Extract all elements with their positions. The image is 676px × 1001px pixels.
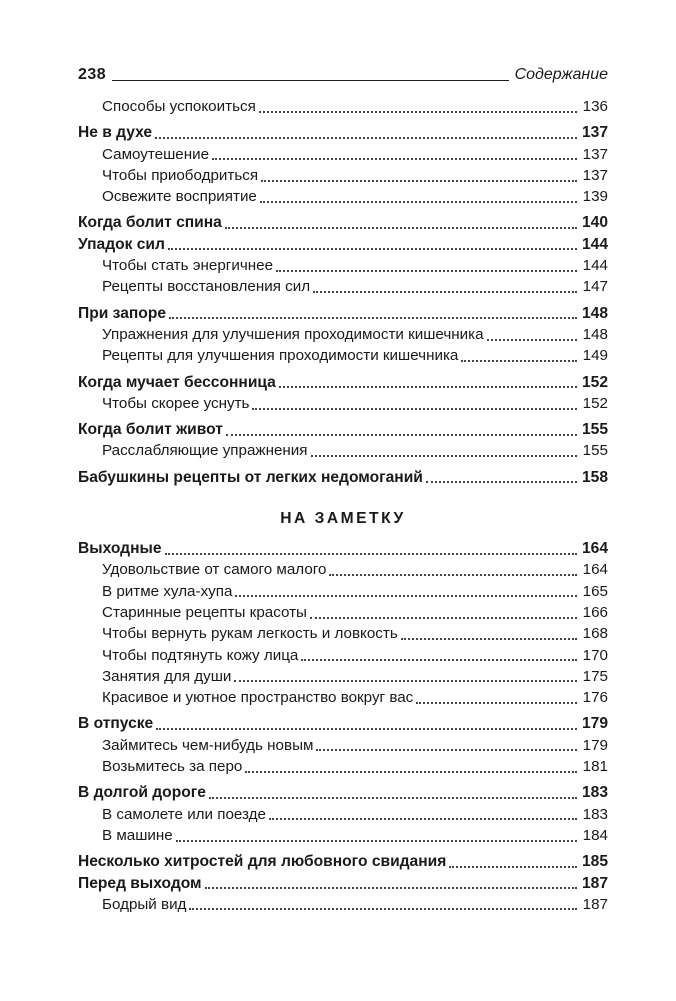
entry-page-number: 164 (581, 540, 608, 558)
entry-page-number: 170 (582, 646, 608, 664)
toc-entry-main[interactable] (78, 467, 608, 488)
entry-page-number: 168 (582, 625, 608, 643)
toc-block-2 (78, 538, 608, 915)
entry-title: Займитесь чем-нибудь новым (102, 736, 314, 754)
dot-leader (301, 659, 577, 661)
toc-entry-main[interactable] (78, 212, 608, 233)
table-of-contents (78, 96, 608, 915)
dot-leader (401, 638, 577, 640)
entry-page-number: 148 (582, 325, 608, 343)
toc-entry-main[interactable] (78, 713, 608, 734)
toc-entry-sub[interactable] (78, 825, 608, 846)
entry-page-number: 158 (581, 468, 608, 486)
entry-title: Когда болит спина (78, 214, 222, 232)
entry-page-number: 144 (581, 235, 608, 253)
toc-entry-sub[interactable] (78, 324, 608, 345)
dot-leader (252, 408, 577, 410)
dot-leader (311, 455, 577, 457)
dot-leader (209, 797, 577, 799)
entry-page-number: 176 (582, 689, 608, 707)
toc-block-1 (78, 96, 608, 488)
entry-page-number: 185 (581, 853, 608, 871)
dot-leader (155, 137, 577, 139)
header-rule (112, 80, 508, 81)
entry-title: Способы успокоиться (102, 98, 256, 115)
dot-leader (259, 111, 577, 113)
entry-title: Самоутешение (102, 145, 210, 163)
dot-leader (487, 339, 577, 341)
dot-leader (226, 434, 577, 436)
entry-title: Рецепты восстановления сил (102, 278, 311, 296)
dot-leader (416, 702, 577, 704)
toc-entry-sub[interactable] (78, 894, 608, 915)
dot-leader (168, 248, 577, 250)
toc-entry-sub[interactable] (78, 255, 608, 276)
entry-page-number: 166 (582, 603, 608, 621)
dot-leader (276, 270, 577, 272)
dot-leader (310, 617, 577, 619)
toc-entry-sub[interactable] (78, 144, 608, 165)
dot-leader (260, 201, 577, 203)
dot-leader (235, 595, 577, 597)
page-number: 238 (78, 66, 107, 83)
entry-title: Чтобы подтянуть кожу лица (102, 646, 299, 664)
toc-entry-main[interactable] (78, 372, 608, 393)
dot-leader (316, 749, 577, 751)
entry-title: Освежите восприятие (102, 188, 257, 206)
entry-title: В долгой дороге (78, 784, 206, 802)
entry-page-number: 187 (581, 874, 608, 892)
dot-leader (449, 866, 577, 868)
entry-title: В машине (102, 826, 173, 844)
entry-title: При запоре (78, 304, 167, 322)
page-header (78, 64, 608, 84)
toc-entry-main[interactable] (78, 122, 608, 143)
entry-page-number: 149 (582, 347, 608, 365)
entry-page-number: 137 (582, 145, 608, 163)
entry-page-number: 183 (581, 784, 608, 802)
entry-title: Занятия для души (102, 667, 232, 685)
toc-entry-main[interactable] (78, 851, 608, 872)
dot-leader (205, 887, 577, 889)
entry-page-number: 183 (582, 805, 608, 823)
entry-page-number: 136 (582, 98, 608, 115)
dot-leader (165, 553, 578, 555)
toc-entry-sub[interactable] (78, 804, 608, 825)
entry-title: Удовольствие от самого малого (102, 561, 327, 579)
toc-entry-sub[interactable] (78, 735, 608, 756)
entry-title: Расслабляющие упражнения (102, 442, 308, 460)
toc-entry-sub[interactable] (78, 440, 608, 461)
entry-title: Несколько хитростей для любовного свидания (78, 853, 447, 871)
entry-title: Красивое и уютное пространство вокруг вас (102, 689, 414, 707)
dot-leader (269, 818, 577, 820)
entry-page-number: 152 (582, 394, 608, 412)
toc-entry-sub[interactable] (78, 165, 608, 186)
toc-entry-sub[interactable] (78, 276, 608, 297)
toc-entry-sub[interactable] (78, 602, 608, 623)
toc-entry-main[interactable] (78, 419, 608, 440)
dot-leader (245, 771, 577, 773)
dot-leader (261, 180, 577, 182)
toc-entry-sub[interactable] (78, 559, 608, 580)
toc-entry-main[interactable] (78, 303, 608, 324)
entry-title: В самолете или поезде (102, 805, 266, 823)
entry-page-number: 144 (582, 257, 608, 275)
entry-page-number: 137 (581, 124, 608, 142)
entry-page-number: 175 (582, 667, 608, 685)
entry-title: Чтобы приободриться (102, 166, 259, 184)
entry-page-number: 147 (582, 278, 608, 296)
section-title: Содержание (514, 66, 608, 83)
part-heading: НА ЗАМЕТКУ (280, 510, 406, 528)
dot-leader (156, 728, 577, 730)
toc-entry-sub[interactable] (78, 687, 608, 708)
toc-entry-main[interactable] (78, 782, 608, 803)
dot-leader (225, 227, 577, 229)
entry-title: Старинные рецепты красоты (102, 603, 307, 621)
entry-title: Чтобы скорее уснуть (102, 394, 250, 412)
entry-title: Перед выходом (78, 874, 202, 892)
entry-page-number: 155 (581, 421, 608, 439)
dot-leader (313, 291, 577, 293)
entry-page-number: 137 (582, 166, 608, 184)
entry-page-number: 184 (582, 826, 608, 844)
toc-entry-sub[interactable] (78, 756, 608, 777)
toc-entry-main[interactable] (78, 873, 608, 894)
toc-entry-sub[interactable] (78, 645, 608, 666)
dot-leader (329, 574, 577, 576)
toc-entry-sub[interactable] (78, 666, 608, 687)
entry-title: Когда мучает бессонница (78, 373, 276, 391)
toc-entry-sub[interactable] (78, 393, 608, 414)
entry-title: Упадок сил (78, 235, 165, 253)
dot-leader (426, 481, 577, 483)
entry-page-number: 152 (581, 373, 608, 391)
toc-entry-main[interactable] (78, 538, 608, 559)
entry-title: Чтобы вернуть рукам легкость и ловкость (102, 625, 398, 643)
entry-page-number: 179 (581, 715, 608, 733)
entry-page-number: 181 (582, 758, 608, 776)
entry-title: Возьмитесь за перо (102, 758, 243, 776)
entry-page-number: 165 (582, 582, 608, 600)
entry-page-number: 179 (582, 736, 608, 754)
entry-title: Выходные (78, 540, 162, 558)
dot-leader (234, 680, 577, 682)
entry-page-number: 148 (581, 304, 608, 322)
dot-leader (176, 840, 577, 842)
entry-title: Когда болит живот (78, 421, 223, 439)
entry-page-number: 140 (581, 214, 608, 232)
entry-title: Не в духе (78, 124, 153, 142)
entry-title: Бабушкины рецепты от легких недомоганий (78, 468, 423, 486)
toc-entry-sub[interactable] (78, 186, 608, 207)
entry-page-number: 139 (582, 188, 608, 206)
entry-title: Чтобы стать энергичнее (102, 257, 274, 275)
dot-leader (461, 360, 577, 362)
entry-title: Бодрый вид (102, 895, 187, 913)
dot-leader (279, 386, 577, 388)
dot-leader (169, 317, 577, 319)
dot-leader (212, 158, 577, 160)
toc-entry-main[interactable] (78, 234, 608, 255)
toc-entry-sub[interactable] (78, 96, 608, 117)
entry-page-number: 155 (582, 442, 608, 460)
entry-title: Упражнения для улучшения проходимости кишечника (102, 325, 484, 343)
toc-entry-sub[interactable] (78, 623, 608, 644)
entry-title: Рецепты для улучшения проходимости кишечника (102, 347, 459, 365)
dot-leader (189, 908, 577, 910)
entry-page-number: 187 (582, 895, 608, 913)
entry-title: В ритме хула-хупа (102, 582, 233, 600)
toc-entry-sub[interactable] (78, 345, 608, 366)
entry-page-number: 164 (582, 561, 608, 579)
toc-entry-sub[interactable] (78, 581, 608, 602)
entry-title: В отпуске (78, 715, 154, 733)
